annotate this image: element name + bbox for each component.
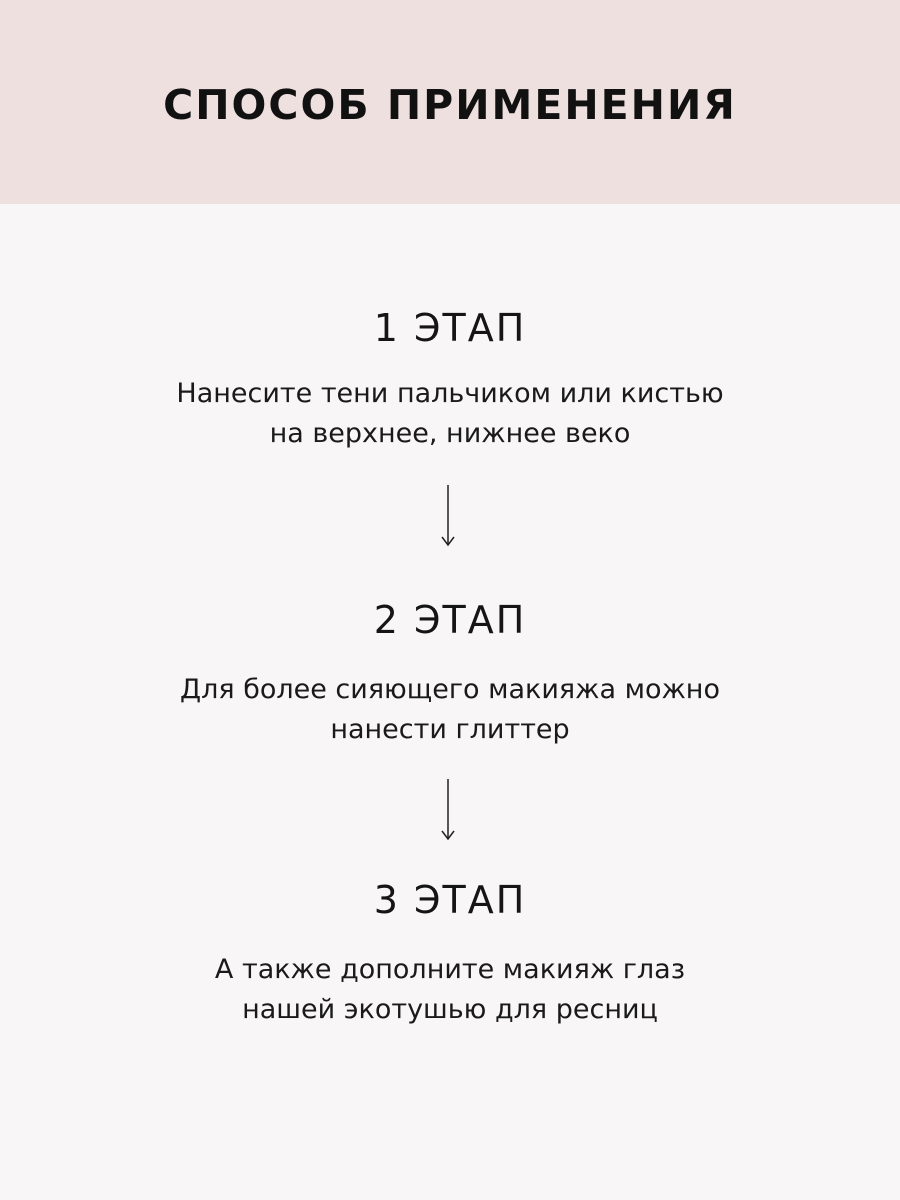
step-1-description [0,374,900,454]
step-1-line-1: Нанесите тени пальчиком или кистью [176,378,724,409]
arrow-down-icon [438,777,458,843]
step-1-line-2: на верхнее, нижнее веко [269,418,631,449]
arrow-down-icon [438,483,458,549]
step-1-title: 1 ЭТАП [373,306,527,350]
page-title: СПОСОБ ПРИМЕНЕНИЯ [163,81,737,129]
step-3-line-1: А также дополните макияж глаз [214,954,686,985]
step-2-description [0,670,900,750]
step-2-title: 2 ЭТАП [373,598,527,642]
step-3-description [0,950,900,1030]
step-3-line-2: нашей экотушью для ресниц [242,994,658,1025]
step-2-line-1: Для более сияющего макияжа можно [180,674,720,705]
step-3-title: 3 ЭТАП [373,878,527,922]
step-2-line-2: нанести глиттер [330,714,570,745]
header-banner [0,0,900,204]
